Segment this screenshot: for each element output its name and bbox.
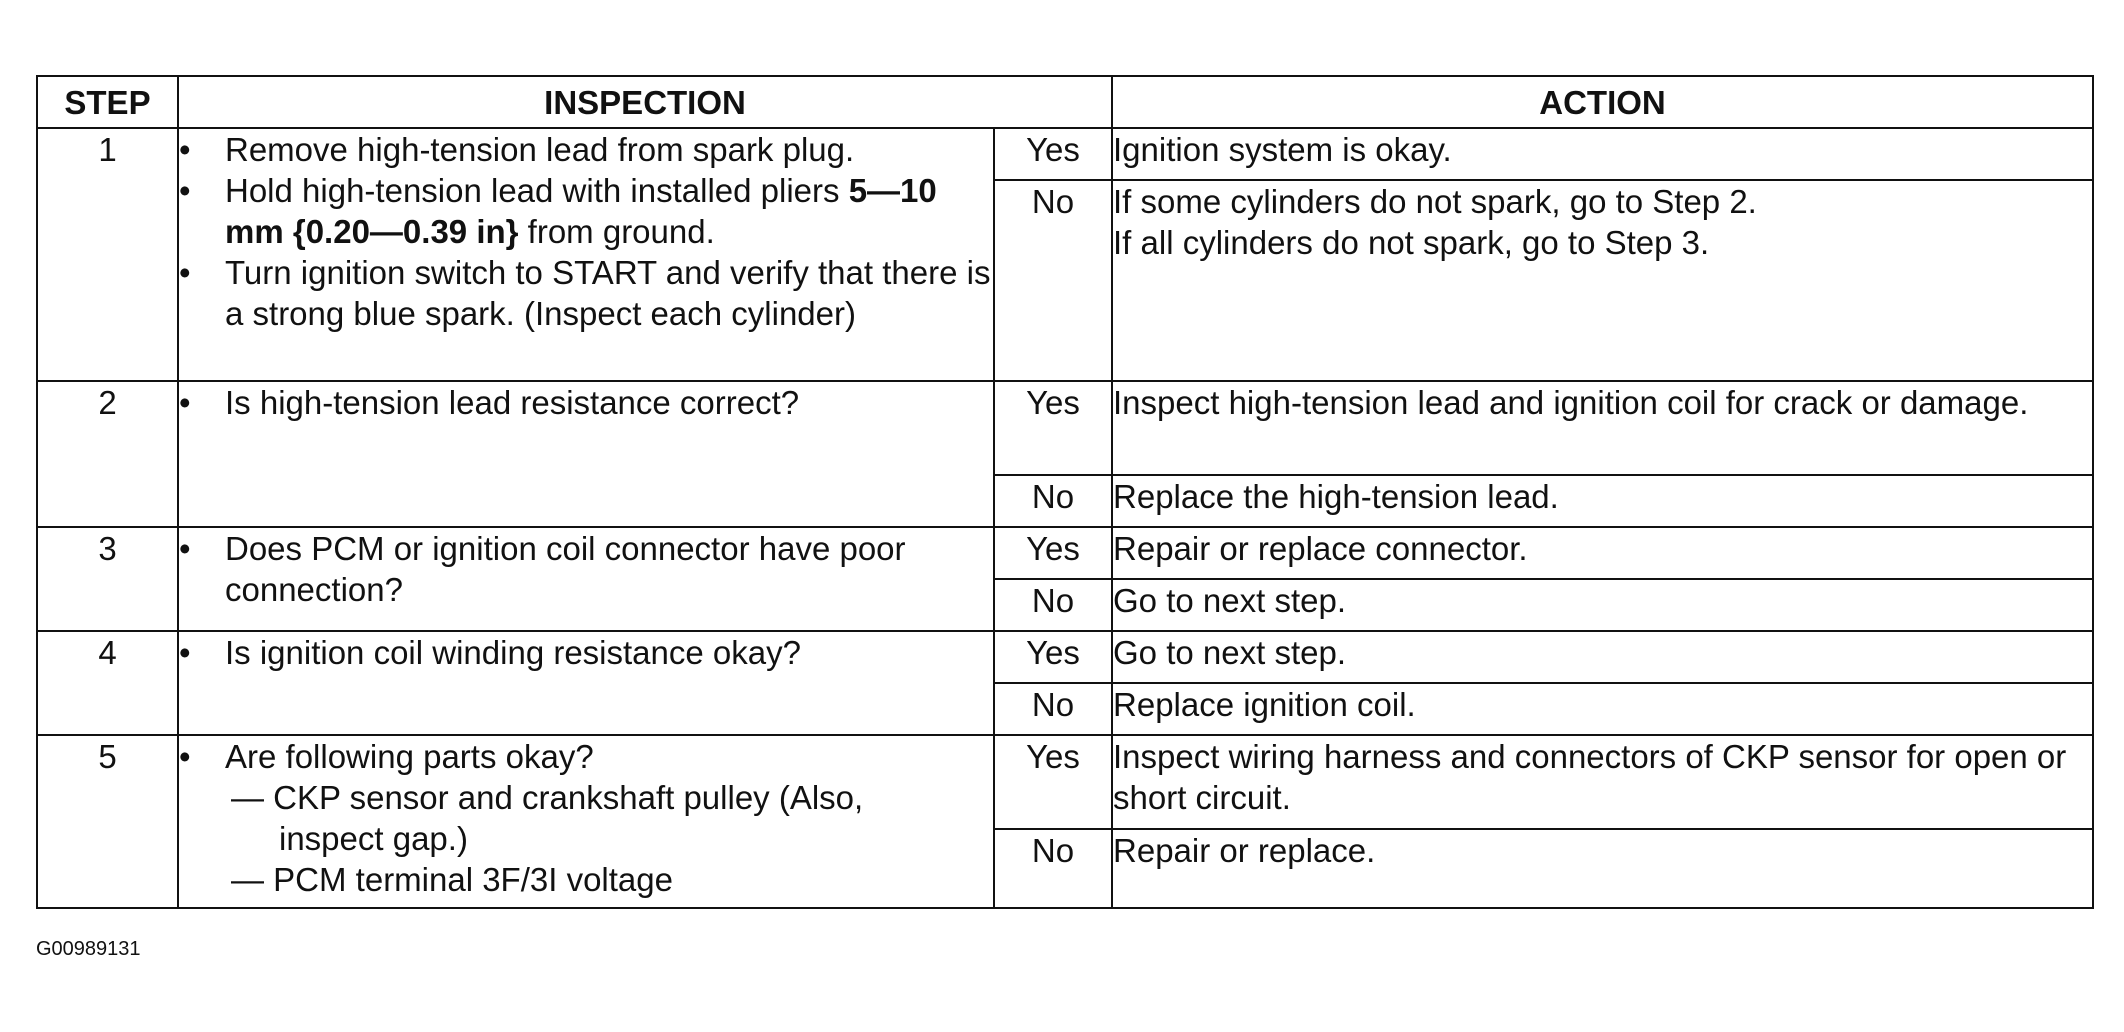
inspection-cell — [178, 735, 994, 908]
header-row — [37, 76, 2093, 128]
inspection-item: • Is ignition coil winding resistance okay? — [179, 632, 993, 673]
inspection-text: Are following parts okay? — [225, 738, 594, 775]
table-row — [37, 128, 2093, 180]
inspection-item — [179, 736, 993, 900]
no-action-line: If all cylinders do not spark, go to Step 3. — [1113, 224, 1710, 261]
inspection-item: • Remove high-tension lead from spark plug. — [179, 129, 993, 170]
yes-label: Yes — [994, 735, 1112, 829]
no-label: No — [994, 475, 1112, 527]
inspection-text: from ground. — [527, 213, 715, 250]
diagnostic-table — [36, 75, 2094, 909]
spec-value: 5—10 mm {0.20—0.39 in} — [225, 172, 937, 250]
inspection-cell — [178, 631, 994, 735]
inspection-cell — [178, 381, 994, 527]
step-number: 4 — [37, 631, 178, 735]
yes-label: Yes — [994, 128, 1112, 180]
no-action: Repair or replace. — [1112, 829, 2093, 908]
yes-label: Yes — [994, 381, 1112, 475]
inspection-item: • Is high-tension lead resistance correct? — [179, 382, 993, 423]
no-action — [1112, 180, 2093, 381]
yes-action: Ignition system is okay. — [1112, 128, 2093, 180]
sub-item-line: — CKP sensor and crankshaft pulley (Also, — [231, 779, 864, 816]
no-label: No — [994, 579, 1112, 631]
no-label: No — [994, 829, 1112, 908]
yes-label: Yes — [994, 527, 1112, 579]
no-action: Go to next step. — [1112, 579, 2093, 631]
inspection-cell — [178, 128, 994, 381]
step-number: 5 — [37, 735, 178, 908]
yes-label: Yes — [994, 631, 1112, 683]
figure-code: G00989131 — [36, 938, 141, 960]
sub-item-line: inspect gap.) — [279, 820, 468, 857]
yes-action: Inspect high-tension lead and ignition coil for crack or damage. — [1112, 381, 2093, 475]
header-step: STEP — [37, 76, 178, 128]
table-row — [37, 527, 2093, 579]
header-action: ACTION — [1112, 76, 2093, 128]
no-label: No — [994, 683, 1112, 735]
step-number: 1 — [37, 128, 178, 381]
no-action: Replace ignition coil. — [1112, 683, 2093, 735]
no-action-line: If some cylinders do not spark, go to Step 2. — [1113, 183, 1757, 220]
step-number: 2 — [37, 381, 178, 527]
step-number: 3 — [37, 527, 178, 631]
table-row — [37, 735, 2093, 829]
no-label: No — [994, 180, 1112, 381]
header-inspection: INSPECTION — [178, 76, 1112, 128]
no-action: Replace the high-tension lead. — [1112, 475, 2093, 527]
table-row — [37, 631, 2093, 683]
inspection-cell — [178, 527, 994, 631]
sub-item-line: — PCM terminal 3F/3I voltage — [231, 861, 673, 898]
inspection-item: • Turn ignition switch to START and verify that there is a strong blue spark. (Inspect each cylinder) — [179, 252, 993, 334]
inspection-item: • Does PCM or ignition coil connector have poor connection? — [179, 528, 993, 610]
sub-item — [225, 777, 993, 859]
table-row — [37, 381, 2093, 475]
yes-action: Go to next step. — [1112, 631, 2093, 683]
inspection-text: Hold high-tension lead with installed pliers — [225, 172, 840, 209]
sub-item — [225, 859, 993, 900]
yes-action: Repair or replace connector. — [1112, 527, 2093, 579]
inspection-item — [179, 170, 993, 252]
yes-action: Inspect wiring harness and connectors of CKP sensor for open or short circuit. — [1112, 735, 2093, 829]
